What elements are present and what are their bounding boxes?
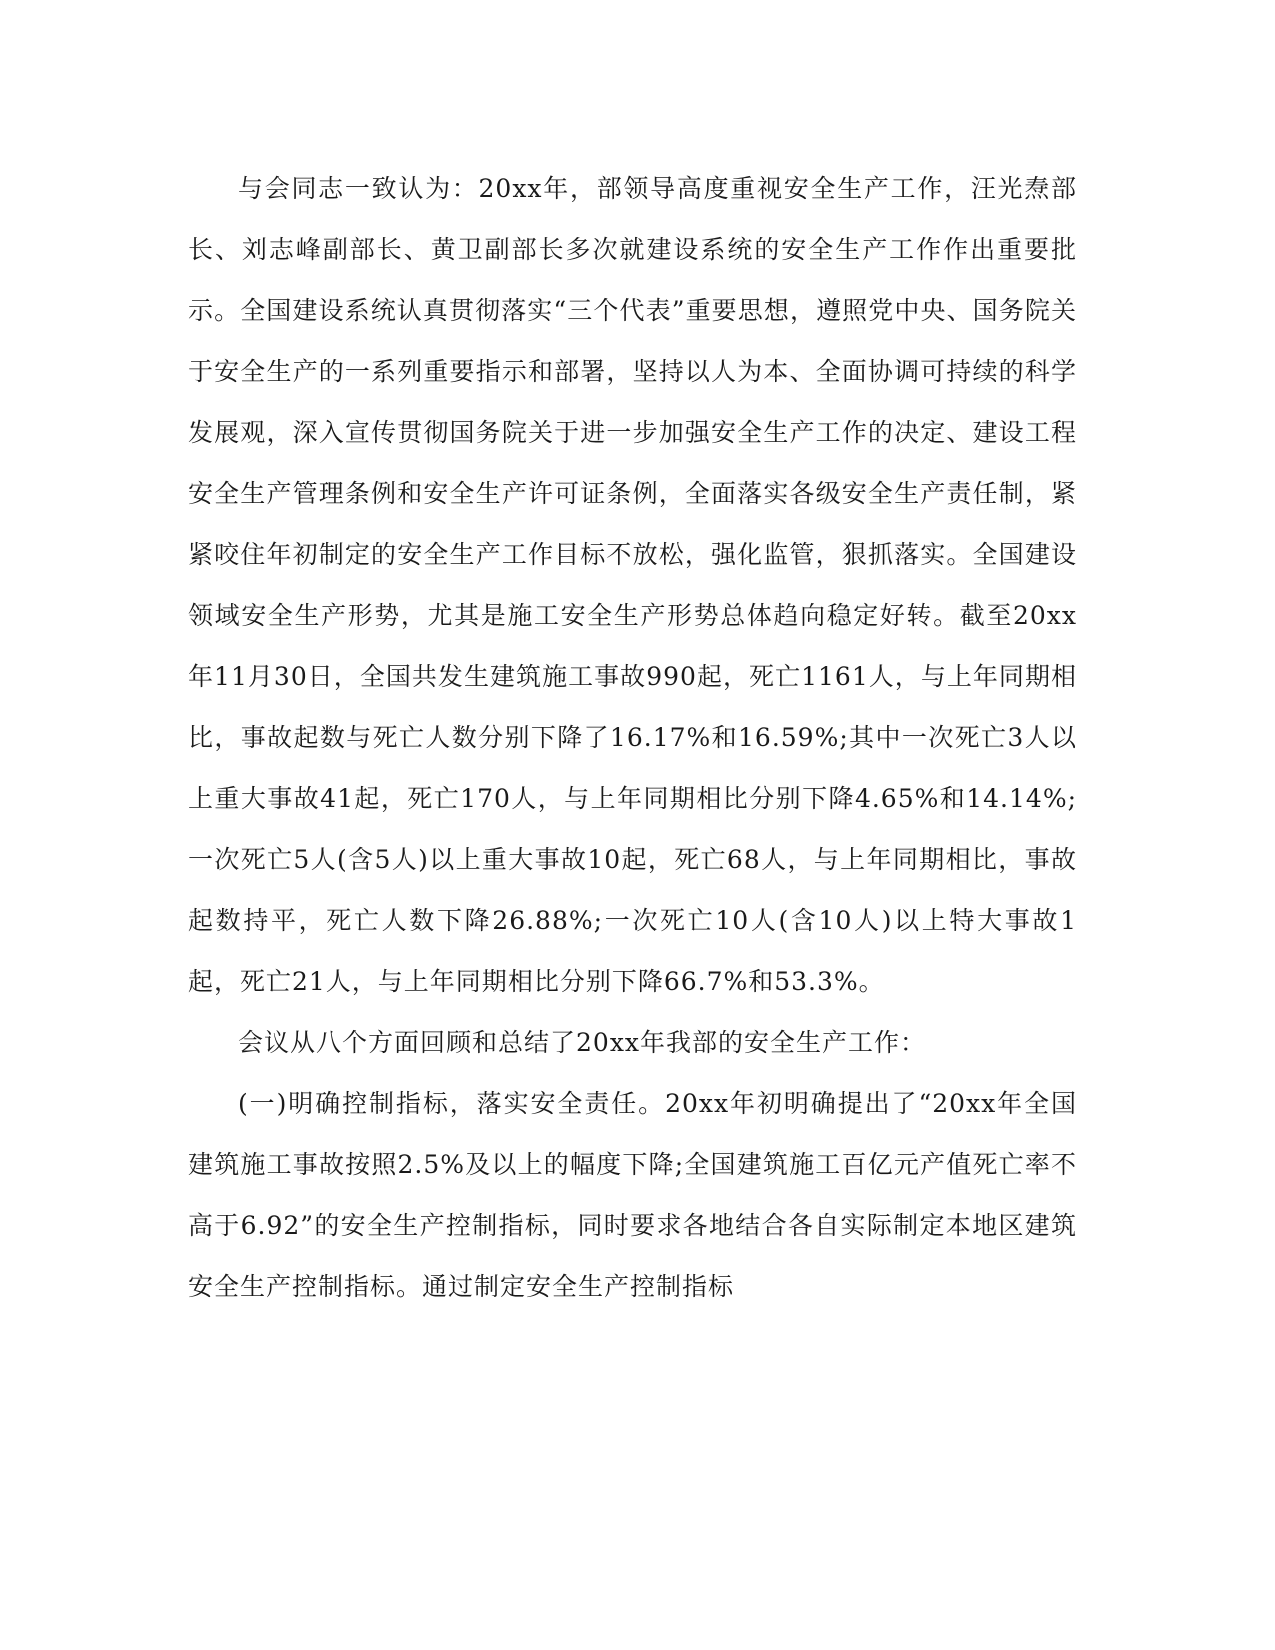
paragraph-review-summary: 会议从八个方面回顾和总结了20xx年我部的安全生产工作：: [238, 1028, 927, 1057]
document-body: [188, 158, 1077, 1317]
paragraph-control-targets: (一)明确控制指标，落实安全责任。20xx年初明确提出了“20xx年全国建筑施工事故按照2.5%及以上的幅度下降;全国建筑施工百亿元产值死亡率不高于6.92”的安全生产控制指标，同时要求各地结合各自实际制定本地区建筑安全生产控制指标。通过制定安全生产控制指标: [188, 1089, 1077, 1301]
paragraph-meeting-consensus: 与会同志一致认为：20xx年，部领导高度重视安全生产工作，汪光焘部长、刘志峰副部长、黄卫副部长多次就建设系统的安全生产工作作出重要批示。全国建设系统认真贯彻落实“三个代表”重要思想，遵照党中央、国务院关于安全生产的一系列重要指示和部署，坚持以人为本、全面协调可持续的科学发展观，深入宣传贯彻国务院关于进一步加强安全生产工作的决定、建设工程安全生产管理条例和安全生产许可证条例，全面落实各级安全生产责任制，紧紧咬住年初制定的安全生产工作目标不放松，强化监管，狠抓落实。全国建设领域安全生产形势，尤其是施工安全生产形势总体趋向稳定好转。截至20xx年11月30日，全国共发生建筑施工事故990起，死亡1161人，与上年同期相比，事故起数与死亡人数分别下降了16.17%和16.59%;其中一次死亡3人以上重大事故41起，死亡170人，与上年同期相比分别下降4.65%和14.14%;一次死亡5人(含5人)以上重大事故10起，死亡68人，与上年同期相比，事故起数持平，死亡人数下降26.88%;一次死亡10人(含10人)以上特大事故1起，死亡21人，与上年同期相比分别下降66.7%和53.3%。: [188, 174, 1077, 996]
